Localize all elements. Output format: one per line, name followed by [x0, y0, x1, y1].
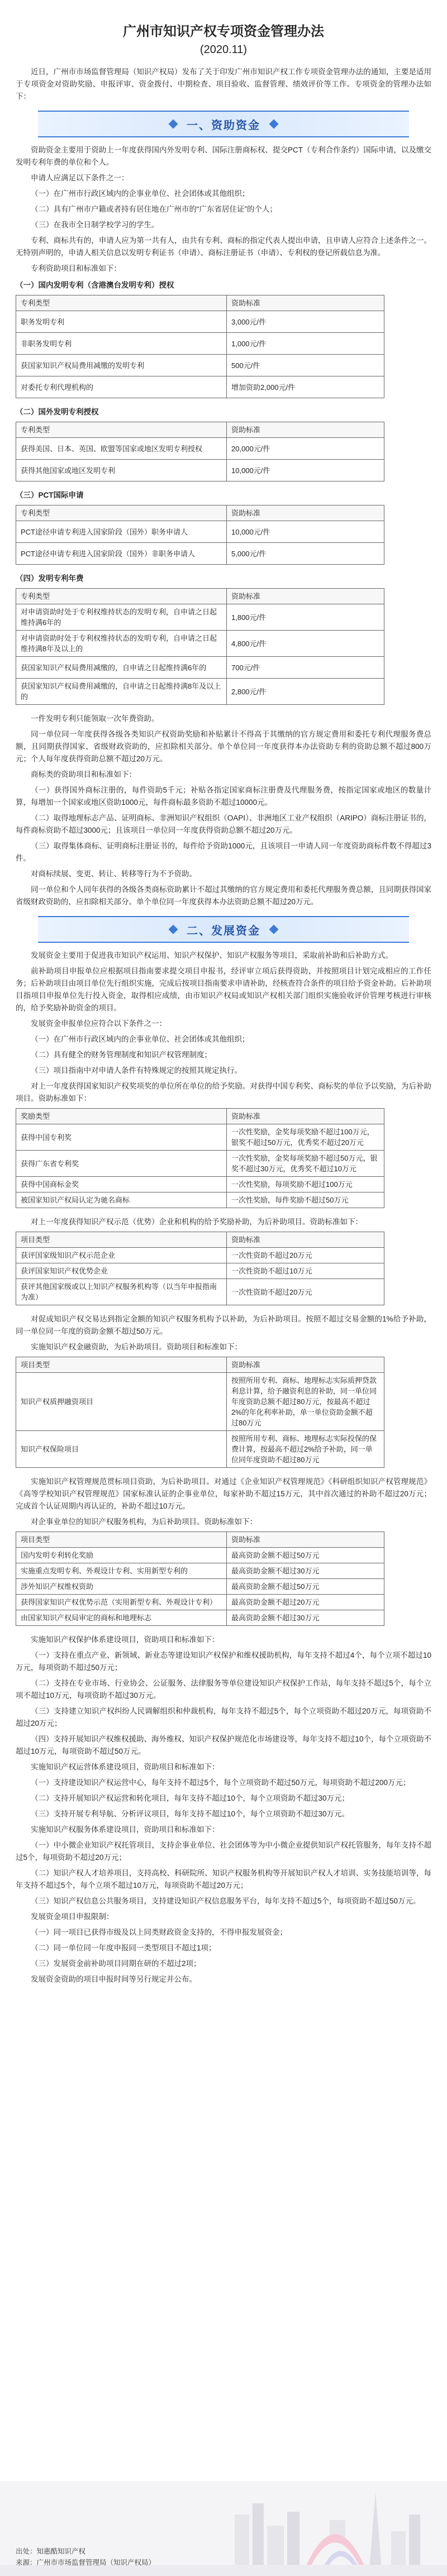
- paragraph: 实施知识产权运营体系建设项目，资助项目和标准如下：: [31, 1763, 220, 1771]
- table-cell: 由国家知识产权局审定的商标和地理标志: [16, 1610, 227, 1626]
- paragraph: 发展资金申报单位应符合以下条件之一：: [31, 1019, 167, 1028]
- document-body: [0, 66, 447, 1986]
- table-header-cell: 专利类型: [16, 589, 227, 604]
- table-row: [16, 1563, 384, 1579]
- paragraph: 实施知识产权管理规范贯标项目资助，为后补助项目。对通过《企业知识产权管理规范》《科研组织知识产权管理规范》《高等学校知识产权管理规范》国家标准认证的企事业单位，每家补助不超过15万元，其中首次通过的补助不超过20万元；完成首个认证周期内再认证的，补助不超过10万元。: [16, 1477, 431, 1510]
- table-header-row: [16, 295, 384, 311]
- funding-table: [16, 505, 384, 565]
- funding-table: [16, 588, 384, 705]
- table-row: [16, 521, 384, 543]
- paragraph: 商标类的资助项目和标准如下：: [31, 770, 136, 779]
- table-cell: 获国家知识产权局费用减缴的，自申请之日起维持满6年的: [16, 657, 227, 679]
- table-cell: 2,800元/件: [227, 679, 384, 705]
- diamond-icon: [269, 925, 279, 934]
- table-row: [16, 1548, 384, 1563]
- table-header-cell: 资助标准: [227, 1109, 384, 1124]
- table-cell: 国内发明专利转化奖励: [16, 1548, 227, 1563]
- paragraph: （一）支持在重点产业、新领域、新业态等建设知识产权保护和维权援助机构，每年支持不超过4个，每个立项不超过10万元，每项资助不超过50万元；: [16, 1651, 431, 1672]
- table-header-row: [16, 589, 384, 604]
- table-cell: 最高资助金额不超过30万元: [227, 1563, 384, 1579]
- section-banner: [38, 111, 409, 137]
- footer-origin-line: 来源：广州市市场监督管理局（知识产权局）: [16, 2559, 156, 2567]
- paragraph: （一）支持建设知识产权运营中心，每年支持不超过5个，每个立项资助不超过50万元，每项资助不超过200万元；: [31, 1778, 411, 1787]
- table-row: [16, 376, 384, 398]
- table-header-row: [16, 1532, 384, 1548]
- document-subtitle: (2020.11): [199, 44, 248, 56]
- paragraph: 对上一年度获得知识产权示范（优势）企业和机构的给予奖励补助，为后补助项目。资助标准如下：: [31, 1218, 363, 1226]
- table-cell: 获评国家知识产权优势企业: [16, 1263, 227, 1279]
- section-banner: [38, 916, 409, 943]
- paragraph: （二）支持开展知识产权运营和转化项目，每年支持不超过10个，每个立项资助不超过30万元；: [31, 1794, 350, 1802]
- award-table: [16, 1232, 384, 1305]
- subheading: （四）发明专利年费: [16, 574, 84, 583]
- paragraph: 对促成知识产权交易达到指定金额的知识产权服务机构予以补助，为后补助项目。按照不超过交易金额的1%给予补助，同一单位同一年度的资助金额不超过50万元。: [16, 1315, 431, 1335]
- paragraph: 同一单位同一年度获得各级各类知识产权资助奖励和补贴累计不得高于其缴纳的官方规定费用和委托专利代理服务费总额，且同期获得国家、省级财政资助的，应扣除相关部分。单个单位同一年度获得本办法资助专利的资助总额不超过800万元；个人每年度获得资助总额不超过20万元。: [16, 730, 431, 763]
- table-cell: 对委托专利代理机构的: [16, 376, 227, 398]
- paragraph: （二）具有广州市户籍或者持有居住地在广州市的“广东省居住证”的个人；: [31, 205, 277, 213]
- table-cell: 实施重点发明专利、外观设计专利、实用新型专利的: [16, 1563, 227, 1579]
- table-cell: 700元/件: [227, 657, 384, 679]
- table-row: [16, 1279, 384, 1305]
- paragraph: 发展资金主要用于促进我市知识产权运用、知识产权保护、知识产权服务等项目，采取前补助和后补助方式。: [31, 951, 393, 960]
- table-row: [16, 1595, 384, 1610]
- paragraph: 专利资助项目和标准如下：: [31, 264, 121, 273]
- table-cell: 20,000元/件: [227, 438, 384, 460]
- diamond-icon: [169, 120, 178, 129]
- paragraph: 申请人应满足以下条件之一：: [31, 174, 129, 182]
- paragraph: 实施知识产权保护体系建设项目，资助项目和标准如下：: [31, 1635, 220, 1644]
- table-cell: 获得中国专利奖: [16, 1124, 227, 1151]
- table-row: [16, 1192, 384, 1208]
- paragraph: 对企事业单位的知识产权服务机构，为后补助项目。资助标准如下：: [31, 1518, 257, 1526]
- finance-table: [16, 1357, 384, 1468]
- table-cell: 一次性奖励，金奖每项奖励不超过50万元，银奖不超过30万元，优秀奖不超过10万元: [227, 1151, 384, 1177]
- paragraph: （三）取得集体商标、证明商标注册证书的，每件给予资助1000元，且该项目一申请人同一年度资助商标件数不得超过3件。: [16, 842, 431, 862]
- table-row: [16, 438, 384, 460]
- table-cell: 10,000元/件: [227, 460, 384, 481]
- table-header-cell: 专利类型: [16, 422, 227, 438]
- table-cell: 知识产权保险项目: [16, 1431, 227, 1468]
- table-row: [16, 1263, 384, 1279]
- table-cell: 10,000元/件: [227, 521, 384, 543]
- subheading: （三）PCT国际申请: [16, 491, 84, 499]
- table-header-cell: 项目类型: [16, 1532, 227, 1548]
- table-header-cell: 项目类型: [16, 1357, 227, 1373]
- table-cell: 1,800元/件: [227, 604, 384, 631]
- table-cell: 一次性奖励，金奖每项奖励不超过100万元，银奖不超过50万元，优秀奖不超过20万元: [227, 1124, 384, 1151]
- table-cell: 获得广东省专利奖: [16, 1151, 227, 1177]
- table-cell: 获得国家知识产权优势示范（实用新型专利、外观设计专利）: [16, 1595, 227, 1610]
- paragraph: （一）中小微企业知识产权托管项目，支持企事业单位、社会团体等为中小微企业提供知识产权托管服务，每年支持不超过5个，每项资助不超过20万元；: [16, 1841, 431, 1862]
- table-header-row: [16, 505, 384, 521]
- footer-banner: [0, 2481, 447, 2576]
- table-row: [16, 1177, 384, 1192]
- table-cell: 获国家知识产权局费用减缴的，自申请之日起维持满8年及以上的: [16, 679, 227, 705]
- table-row: [16, 679, 384, 705]
- paragraph: 专利、商标共有的，申请人应为第一共有人，由共有专利、商标的指定代表人提出申请，且申请人应符合上述条件之一。无特别声明的，申请人相关信息以发明专利证书（申请）、商标注册证书（申请）、专利权的登记所载信息为准。: [16, 236, 431, 257]
- paragraph: （一）在广州市行政区域内的企事业单位、社会团体或其他组织；: [31, 1035, 250, 1043]
- paragraph: （二）取得地理标志产品、证明商标、非洲知识产权组织（OAPI）、非洲地区工业产权组织（ARIPO）商标注册证书的，每件商标资助不超过3000元；且该项目一单位同一年度获得资助总额不超过20万元。: [16, 814, 431, 834]
- paragraph: 对上一年度获得国家知识产权奖项奖的单位所在单位的给予奖励。对获得中国专利奖、商标奖的单位予以奖励，为后补助项目。资助标准如下：: [16, 1082, 431, 1103]
- table-cell: 最高资助金额不超过50万元: [227, 1548, 384, 1563]
- table-row: [16, 1610, 384, 1626]
- table-row: [16, 604, 384, 631]
- table-cell: 获得其他国家或地区发明专利: [16, 460, 227, 481]
- table-cell: PCT途径申请专利进入国家阶段（国外）职务申请人: [16, 521, 227, 543]
- paragraph: （三）知识产权信息公共服务项目，支持建设知识产权信息服务平台，每年支持不超过5个，每项资助不超过50万元。: [31, 1897, 421, 1905]
- table-cell: 增加资助2,000元/件: [227, 376, 384, 398]
- service-table: [16, 1532, 384, 1626]
- paragraph: 发展资金项目申报限制：: [31, 1912, 114, 1921]
- paragraph: 前补助项目申报单位应根据项目指南要求提交项目申报书，经评审立项后获得资助，并按照项目计划完成相应的工作任务；后补助项目由项目单位先行组织实施，完成后按项目指南要求申请补助，经核查符合条件的项目给予资金补助。后补助项目指项目申报单位先行投入资金，取得相应成绩，由市知识产权局或知识产权相关部门组织实施验收评价管理考核进行审核的，给予奖励补助资金的项目。: [16, 967, 431, 1012]
- subheading: （二）国外发明专利授权: [16, 408, 99, 416]
- table-cell: 一次性资助不超过10万元: [227, 1263, 384, 1279]
- table-cell: 3,000元/件: [227, 311, 384, 333]
- table-row: [16, 1124, 384, 1151]
- funding-table: [16, 295, 384, 398]
- paragraph: （三）在我市全日制学校学习的学生。: [31, 221, 159, 229]
- paragraph: 对商标续展、变更、转让、转移等行为不予资助。: [31, 870, 197, 878]
- table-cell: 获得美国、日本、英国、欧盟等国家或地区发明专利授权: [16, 438, 227, 460]
- table-header-cell: 奖励类型: [16, 1109, 227, 1124]
- paragraph: （三）支持建立知识产权纠纷人民调解组织和仲裁机构，每年支持不超过5个，每个立项资助不超过20万元，每项资助不超过20万元；: [16, 1707, 431, 1728]
- table-cell: 按照所用专利、商标、地理标志实际质押贷款利息计算，给予融资利息的补助，同一单位同年度资助总额不超过80万元，按最高不超过2%的年化利率补助，单一单位资助金额不超过80万元: [227, 1373, 384, 1431]
- table-header-row: [16, 1232, 384, 1248]
- funding-table: [16, 422, 384, 481]
- award-table: [16, 1108, 384, 1208]
- table-header-cell: 资助标准: [227, 422, 384, 438]
- intro-paragraph: 近日，广州市市场监督管理局（知识产权局）发布了关于印发广州市知识产权工作专项资金管理办法的通知，主要是适用于专项资金对资助奖励、申报评审、资金拨付、中期检查、项目验收、监督管理、绩效评价等工作。专项资金的管理办法如下：: [16, 68, 431, 101]
- table-header-cell: 资助标准: [227, 295, 384, 311]
- table-cell: 涉外知识产权维权资助: [16, 1579, 227, 1595]
- paragraph: 实施知识产权服务体系建设项目，资助项目和标准如下：: [31, 1825, 220, 1834]
- table-header-cell: 项目类型: [16, 1232, 227, 1248]
- table-cell: 最高资助金额不超过50万元: [227, 1579, 384, 1595]
- paragraph: 资助资金主要用于资助上一年度获得国内外发明专利、国际注册商标权、提交PCT（专利合作条约）国际申请，以及缴交发明专利年费的单位和个人。: [16, 146, 431, 166]
- table-row: [16, 657, 384, 679]
- table-header-cell: 资助标准: [227, 505, 384, 521]
- subheading: （一）国内发明专利（含港澳台发明专利）授权: [16, 281, 174, 289]
- table-cell: 一次性资助不超过20万元: [227, 1248, 384, 1263]
- table-cell: 获评其他国家级或以上知识产权服务机构等（以当年申报指南为准）: [16, 1279, 227, 1305]
- table-cell: 一次性资助不超过20万元: [227, 1279, 384, 1305]
- table-header-cell: 资助标准: [227, 1532, 384, 1548]
- table-row: [16, 355, 384, 376]
- table-header-cell: 资助标准: [227, 1232, 384, 1248]
- paragraph: （三）发展资金前补助项目同期在研的不超过2项；: [31, 1959, 201, 1968]
- paragraph: （三）支持开展专利导航、分析评议项目，每年支持不超过10个，每个立项资助不超过30万元。: [31, 1810, 350, 1818]
- table-row: [16, 631, 384, 657]
- table-cell: 对申请资助时处于专利权维持状态的发明专利，自申请之日起维持满6年的: [16, 604, 227, 631]
- table-cell: 一次性奖励，每项奖励不超过100万元: [227, 1177, 384, 1192]
- paragraph: （二）具有健全的财务管理制度和知识产权管理制度；: [31, 1051, 212, 1059]
- table-cell: 最高资助金额不超过20万元: [227, 1595, 384, 1610]
- table-cell: 获得中国商标金奖: [16, 1177, 227, 1192]
- table-header-row: [16, 1109, 384, 1124]
- footer-source-line: 出处：知惠酷知识产权: [16, 2548, 86, 2555]
- table-cell: PCT途径申请专利进入国家阶段（国外）非职务申请人: [16, 543, 227, 565]
- footer-info: [16, 2546, 155, 2568]
- diamond-icon: [269, 120, 279, 129]
- paragraph: 发展资金资助的项目申报时间等另行规定并公布。: [31, 1975, 197, 1983]
- table-header-cell: 专利类型: [16, 505, 227, 521]
- table-row: [16, 543, 384, 565]
- table-row: [16, 311, 384, 333]
- paragraph: 实施知识产权金融资助，为后补助项目。资助项目和标准如下：: [31, 1343, 242, 1351]
- table-row: [16, 1248, 384, 1263]
- paragraph: （四）支持开展知识产权维权援助、海外维权、知识产权保护规范化市场建设等，每年支持不超过10个，每个立项资助不超过10万元，每项资助不超过50万元。: [16, 1735, 432, 1756]
- table-header-row: [16, 422, 384, 438]
- document-title: 广州市知识产权专项资金管理办法: [123, 24, 324, 39]
- table-row: [16, 1579, 384, 1595]
- table-cell: 对申请资助时处于专利权维持状态的发明专利，自申请之日起维持满8年及以上的: [16, 631, 227, 657]
- table-cell: 按照所用专利、商标、地理标志实际投保的保费计算，按最高不超过2%给予补助，同一单位同年度资助不超过80万元: [227, 1431, 384, 1468]
- section-title: 二、发展资金: [187, 924, 260, 937]
- table-cell: 5,000元/件: [227, 543, 384, 565]
- paragraph: 同一单位和个人同年获得的各级各类商标资助累计不超过其缴纳的官方规定费用和委托代理服务费总额，且同期获得国家省级财政资助的，应扣除相关部分。单个单位同一年度获得本办法资助总额不超过20万元。: [16, 885, 431, 906]
- table-cell: 1,000元/件: [227, 333, 384, 355]
- table-cell: 非职务发明专利: [16, 333, 227, 355]
- table-header-cell: 资助标准: [227, 1357, 384, 1373]
- diamond-icon: [169, 925, 178, 934]
- table-row: [16, 1151, 384, 1177]
- paragraph: （二）支持在专业市场、行业协会、公证服务、法律服务等单位建设知识产权保护工作站，每年支持不超过5个，每个立项不超过10万元，每项资助不超过30万元。: [16, 1679, 431, 1700]
- table-row: [16, 1373, 384, 1431]
- table-cell: 4,800元/件: [227, 631, 384, 657]
- table-cell: 知识产权质押融资项目: [16, 1373, 227, 1431]
- table-cell: 一次性奖励，每件奖励不超过50万元: [227, 1192, 384, 1208]
- table-header-cell: 资助标准: [227, 589, 384, 604]
- paragraph: 一件发明专利只能领取一次年费资助。: [31, 714, 159, 723]
- table-row: [16, 1431, 384, 1468]
- table-cell: 职务发明专利: [16, 311, 227, 333]
- table-cell: 最高资助金额不超过30万元: [227, 1610, 384, 1626]
- table-cell: 500元/件: [227, 355, 384, 376]
- section-title: 一、资助资金: [187, 119, 260, 132]
- table-cell: 获国家知识产权局费用减缴的发明专利: [16, 355, 227, 376]
- paragraph: （二）知识产权人才培养项目，支持高校、科研院所、知识产权服务机构等开展知识产权人才培训、实务技能培训等，每年支持不超过5个，每个立项不超过10万元，每项资助不超过20万元；: [16, 1869, 431, 1890]
- table-header-cell: 专利类型: [16, 295, 227, 311]
- paragraph: （三）项目指南中对申请人条件有特殊规定的按照其规定执行。: [31, 1066, 242, 1075]
- paragraph: （一）获得国外商标注册的，每件资助5千元；补贴各指定国家商标注册费及代理服务费，按指定国家或地区的数量计算，每增加一个国家或地区资助1000元，每件商标最多资助不超过10000元。: [16, 786, 431, 807]
- table-row: [16, 460, 384, 481]
- paragraph: （二）同一单位同一年度申报同一类型项目不超过1项；: [31, 1944, 216, 1952]
- table-cell: 获评国家级知识产权示范企业: [16, 1248, 227, 1263]
- paragraph: （一）在广州市行政区域内的企事业单位、社会团体或其他组织；: [31, 189, 250, 198]
- table-header-row: [16, 1357, 384, 1373]
- paragraph: （一）同一项目已获得市级及以上同类财政资金支持的，不得申报发展资金；: [31, 1928, 287, 1936]
- table-cell: 被国家知识产权局认定为驰名商标: [16, 1192, 227, 1208]
- table-row: [16, 333, 384, 355]
